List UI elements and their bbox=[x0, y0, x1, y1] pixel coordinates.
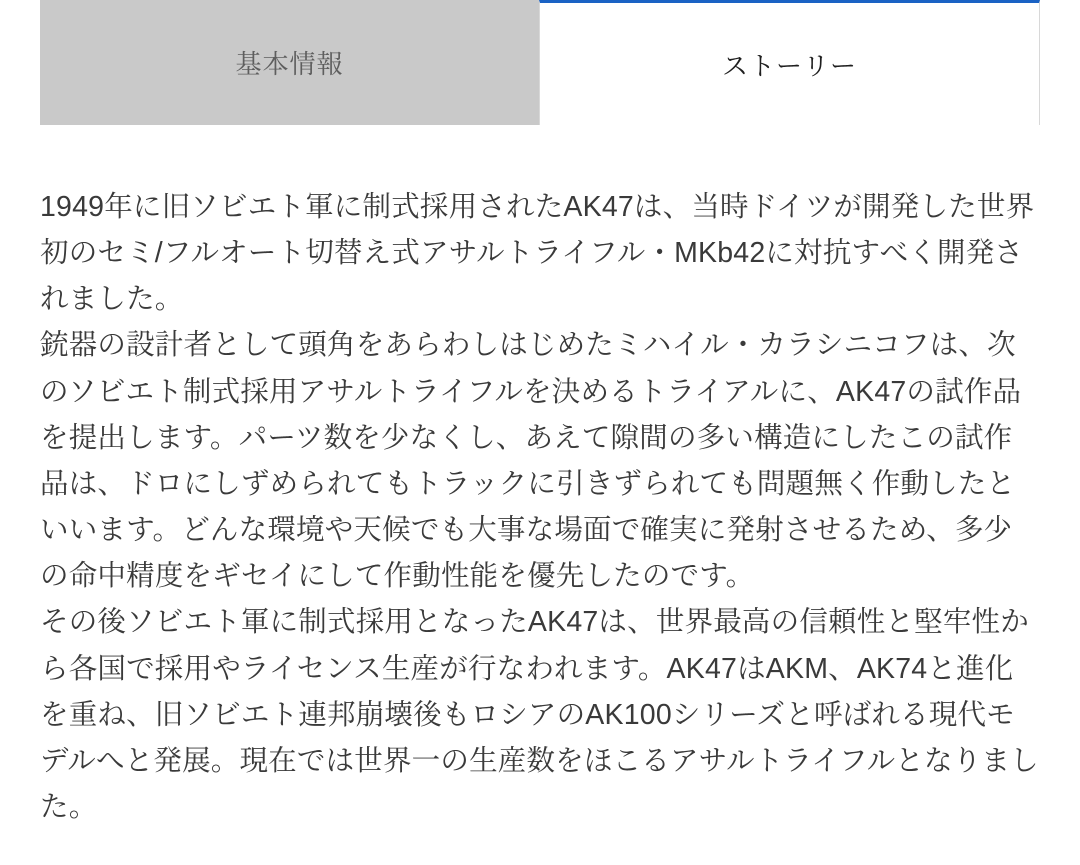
story-content bbox=[0, 126, 1080, 830]
tab-basic-info-label: 基本情報 bbox=[235, 49, 344, 79]
tab-bar-underline bbox=[0, 125, 1080, 126]
tab-story-label: ストーリー bbox=[721, 51, 857, 81]
story-paragraph-1: 1949年に旧ソビエト軍に制式採用されたAK47は、当時ドイツが開発した世界初のセミ/フルオート切替え式アサルトライフル・MKb42に対抗すべく開発されました。 bbox=[40, 191, 1035, 316]
tab-story[interactable] bbox=[539, 0, 1040, 126]
story-paragraph-2: 銃器の設計者として頭角をあらわしはじめたミハイル・カラシニコフは、次のソビエト制式採用アサルトライフルを決めるトライアルに、AK47の試作品を提出します。パーツ数を少なくし、あえて隙間の多い構造にしたこの試作品は、ドロにしずめられてもトラックに引きずられても問題無く作動したといいます。どんな環境や天候でも大事な場面で確実に発射させるため、多少の命中精度をギセイにして作動性能を優先したのです。 bbox=[40, 329, 1022, 593]
tab-basic-info[interactable] bbox=[40, 0, 539, 126]
tab-bar bbox=[0, 0, 1080, 126]
story-paragraph-3: その後ソビエト軍に制式採用となったAK47は、世界最高の信頼性と堅牢性から各国で採用やライセンス生産が行なわれます。AK47はAKM、AK74と進化を重ね、旧ソビエト連邦崩壊後もロシアのAK100シリーズと呼ばれる現代モデルへと発展。現在では世界一の生産数をほこるアサルトライフルとなりました。 bbox=[40, 606, 1039, 824]
